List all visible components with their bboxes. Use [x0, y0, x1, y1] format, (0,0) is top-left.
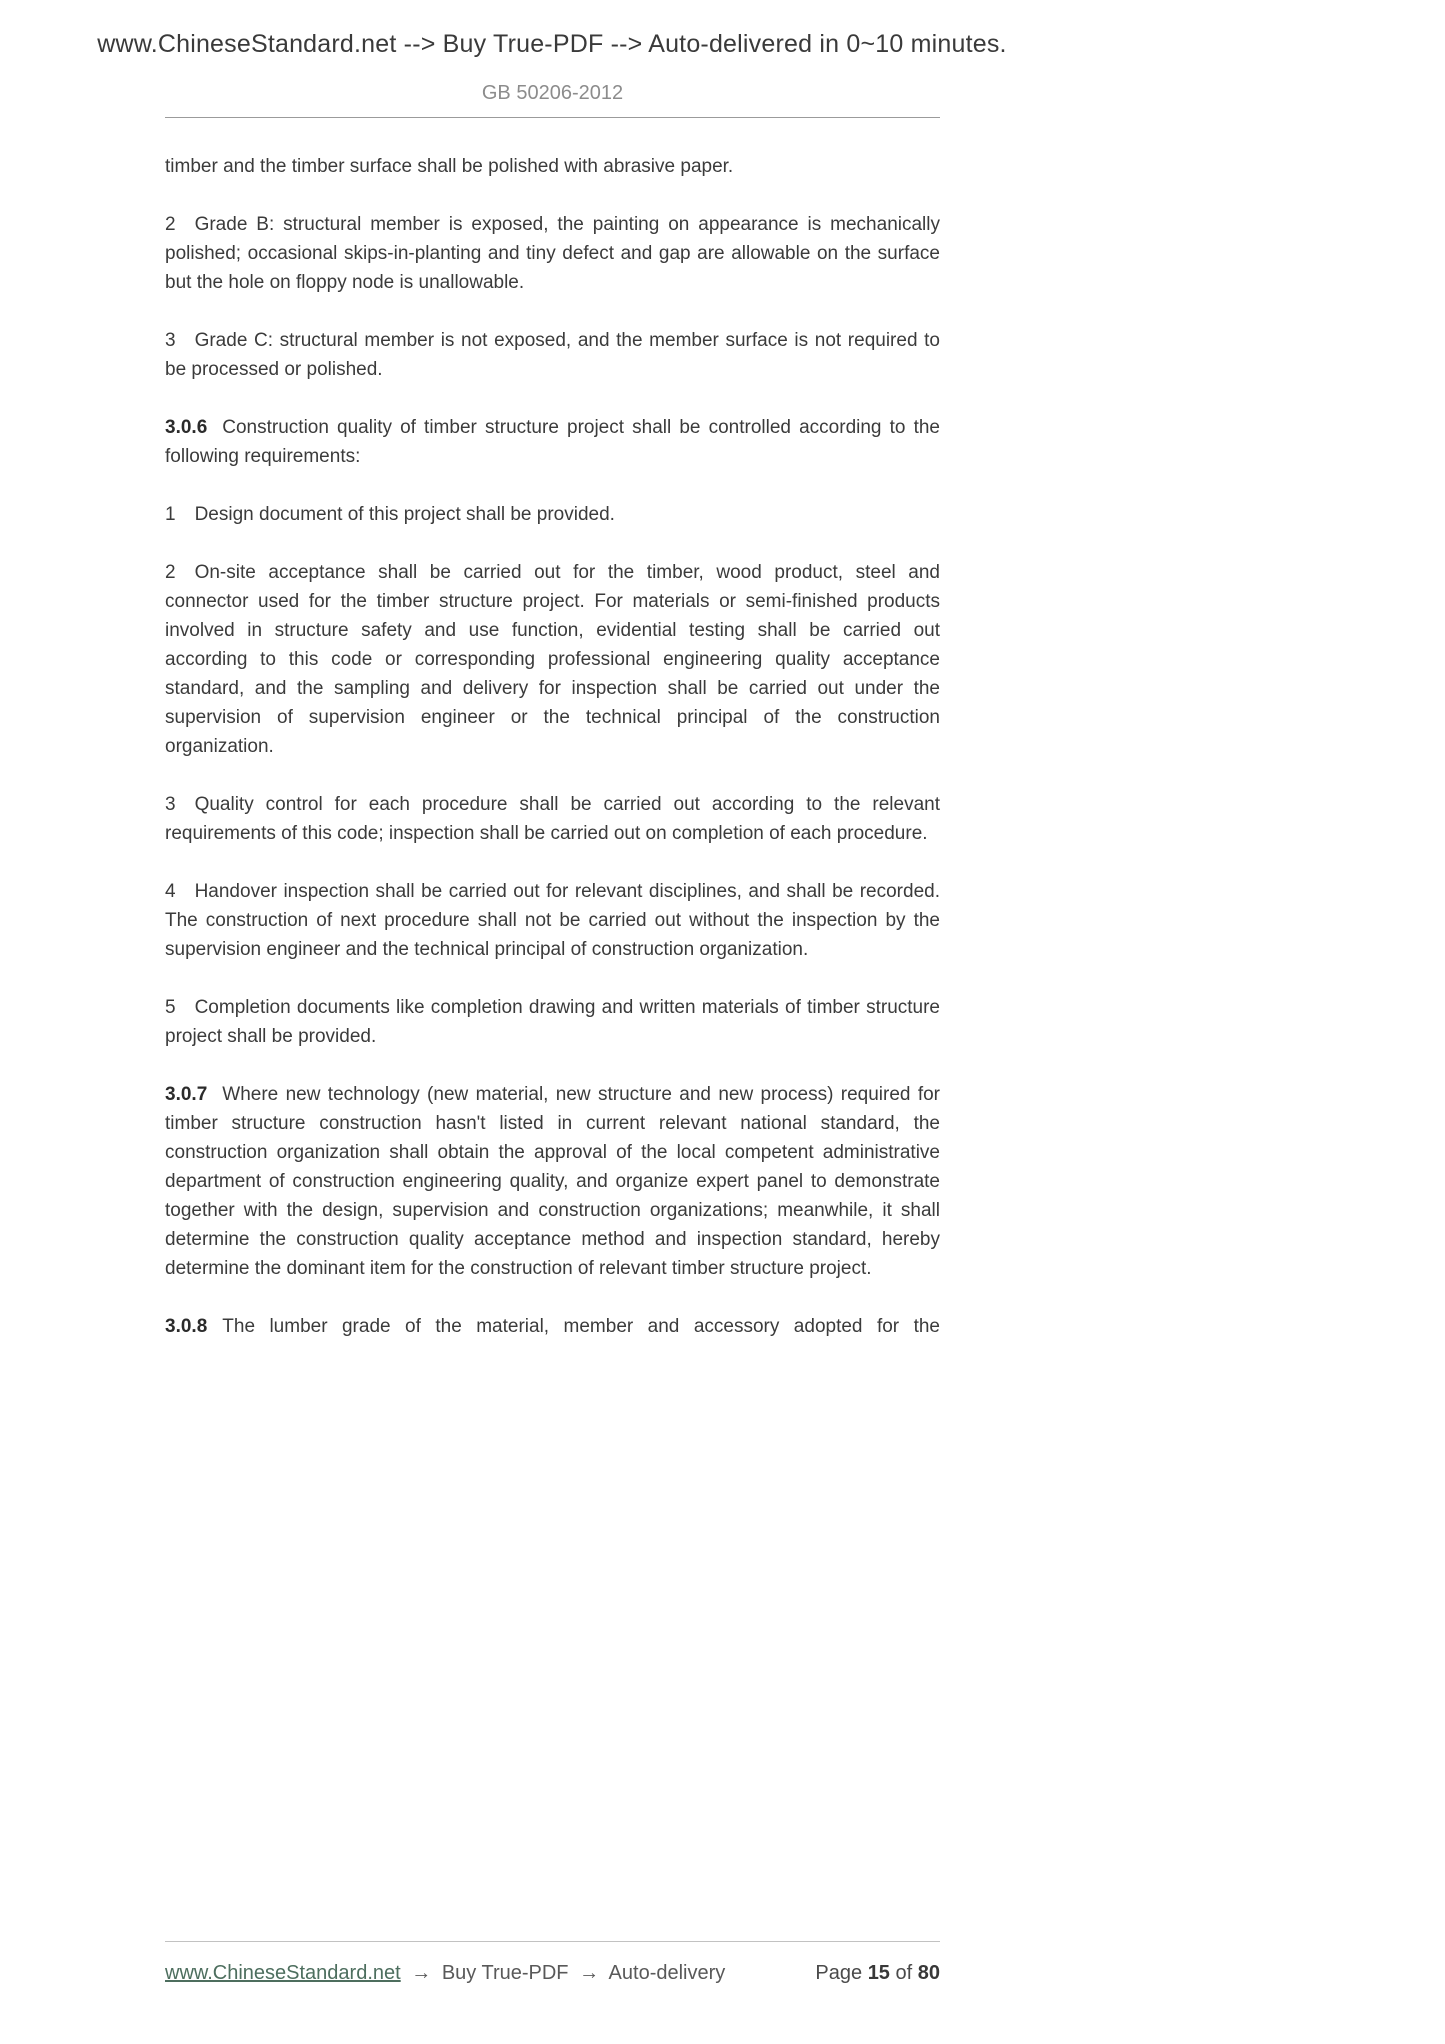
footer-site-link[interactable]: www.ChineseStandard.net: [165, 1962, 401, 1984]
paragraph-text: Quality control for each procedure shall be carried out according to the relevant requirements of this code; inspection shall be carried out on completion of each procedure.: [165, 794, 940, 844]
list-number: 4: [165, 881, 176, 902]
paragraph-text: On-site acceptance shall be carried out for the timber, wood product, steel and connector used for the timber structure project. For materials or semi-finished products involved in structure safety and use function, evidential testing shall be carried out according to this code or corresponding professional engineering quality acceptance standard, and the sampling and delivery for inspection shall be carried out under the supervision of supervision engineer or the technical principal of the construction organization.: [165, 562, 940, 757]
list-number: 5: [165, 997, 176, 1018]
header-divider: [165, 117, 940, 118]
paragraph-text: timber and the timber surface shall be polished with abrasive paper.: [165, 156, 734, 177]
paragraph-text: Design document of this project shall be provided.: [194, 504, 615, 525]
of-label: of: [895, 1962, 913, 1984]
list-item-1: [165, 500, 940, 529]
list-number: 1: [165, 504, 176, 525]
footer-left: [165, 1962, 725, 1985]
list-item-5: [165, 993, 940, 1051]
list-number: 2: [165, 214, 176, 235]
header-banner: www.ChineseStandard.net --> Buy True-PDF --> Auto-delivered in 0~10 minutes.: [97, 30, 1007, 58]
list-item-grade-b: [165, 210, 940, 297]
list-item-2: [165, 558, 940, 761]
clause-3-0-6: [165, 413, 940, 471]
paragraph-text: Completion documents like completion drawing and written materials of timber structure project shall be provided.: [165, 997, 940, 1047]
list-item-grade-c: [165, 326, 940, 384]
page-label: Page: [815, 1962, 863, 1984]
paragraph-continuation: [165, 152, 940, 181]
total-pages: 80: [917, 1962, 940, 1984]
arrow-icon: →: [411, 1962, 432, 1984]
clause-3-0-7: [165, 1080, 940, 1283]
footer-delivery-text: Auto-delivery: [608, 1962, 726, 1984]
clause-number: 3.0.8: [165, 1316, 208, 1337]
list-number: 2: [165, 562, 176, 583]
paragraph-text: Handover inspection shall be carried out for relevant disciplines, and shall be recorded. The construction of next procedure shall not be carried out without the inspection by the supervision engineer and the technical principal of construction organization.: [165, 881, 940, 960]
arrow-icon: →: [579, 1962, 600, 1984]
paragraph-text: Grade C: structural member is not exposed, and the member surface is not required to be processed or polished.: [165, 330, 940, 380]
list-number: 3: [165, 794, 176, 815]
paragraph-text: The lumber grade of the material, member and accessory adopted for the: [222, 1316, 940, 1337]
list-item-4: [165, 877, 940, 964]
clause-number: 3.0.6: [165, 417, 208, 438]
clause-number: 3.0.7: [165, 1084, 208, 1105]
paragraph-text: Grade B: structural member is exposed, the painting on appearance is mechanically polished; occasional skips-in-planting and tiny defect and gap are allowable on the surface but the hole on floppy node is unallowable.: [165, 214, 940, 293]
footer-divider: [165, 1941, 940, 1942]
page-indicator: [815, 1962, 940, 1985]
paragraph-text: Where new technology (new material, new structure and new process) required for timber structure construction hasn't listed in current relevant national standard, the construction organization shall obtain the approval of the local competent administrative department of construction engineering quality, and organize expert panel to demonstrate together with the design, supervision and construction organizations; meanwhile, it shall determine the construction quality acceptance method and inspection standard, hereby determine the dominant item for the construction of relevant timber structure project.: [165, 1084, 940, 1279]
page-footer: [165, 1962, 940, 1985]
list-number: 3: [165, 330, 176, 351]
list-item-3: [165, 790, 940, 848]
standard-number: GB 50206-2012: [481, 82, 624, 104]
clause-3-0-8: [165, 1312, 940, 1341]
page-number: 15: [867, 1962, 890, 1984]
footer-buy-text: Buy True-PDF: [441, 1962, 569, 1984]
document-body: [165, 152, 940, 1341]
paragraph-text: Construction quality of timber structure project shall be controlled according to the following requirements:: [165, 417, 940, 467]
